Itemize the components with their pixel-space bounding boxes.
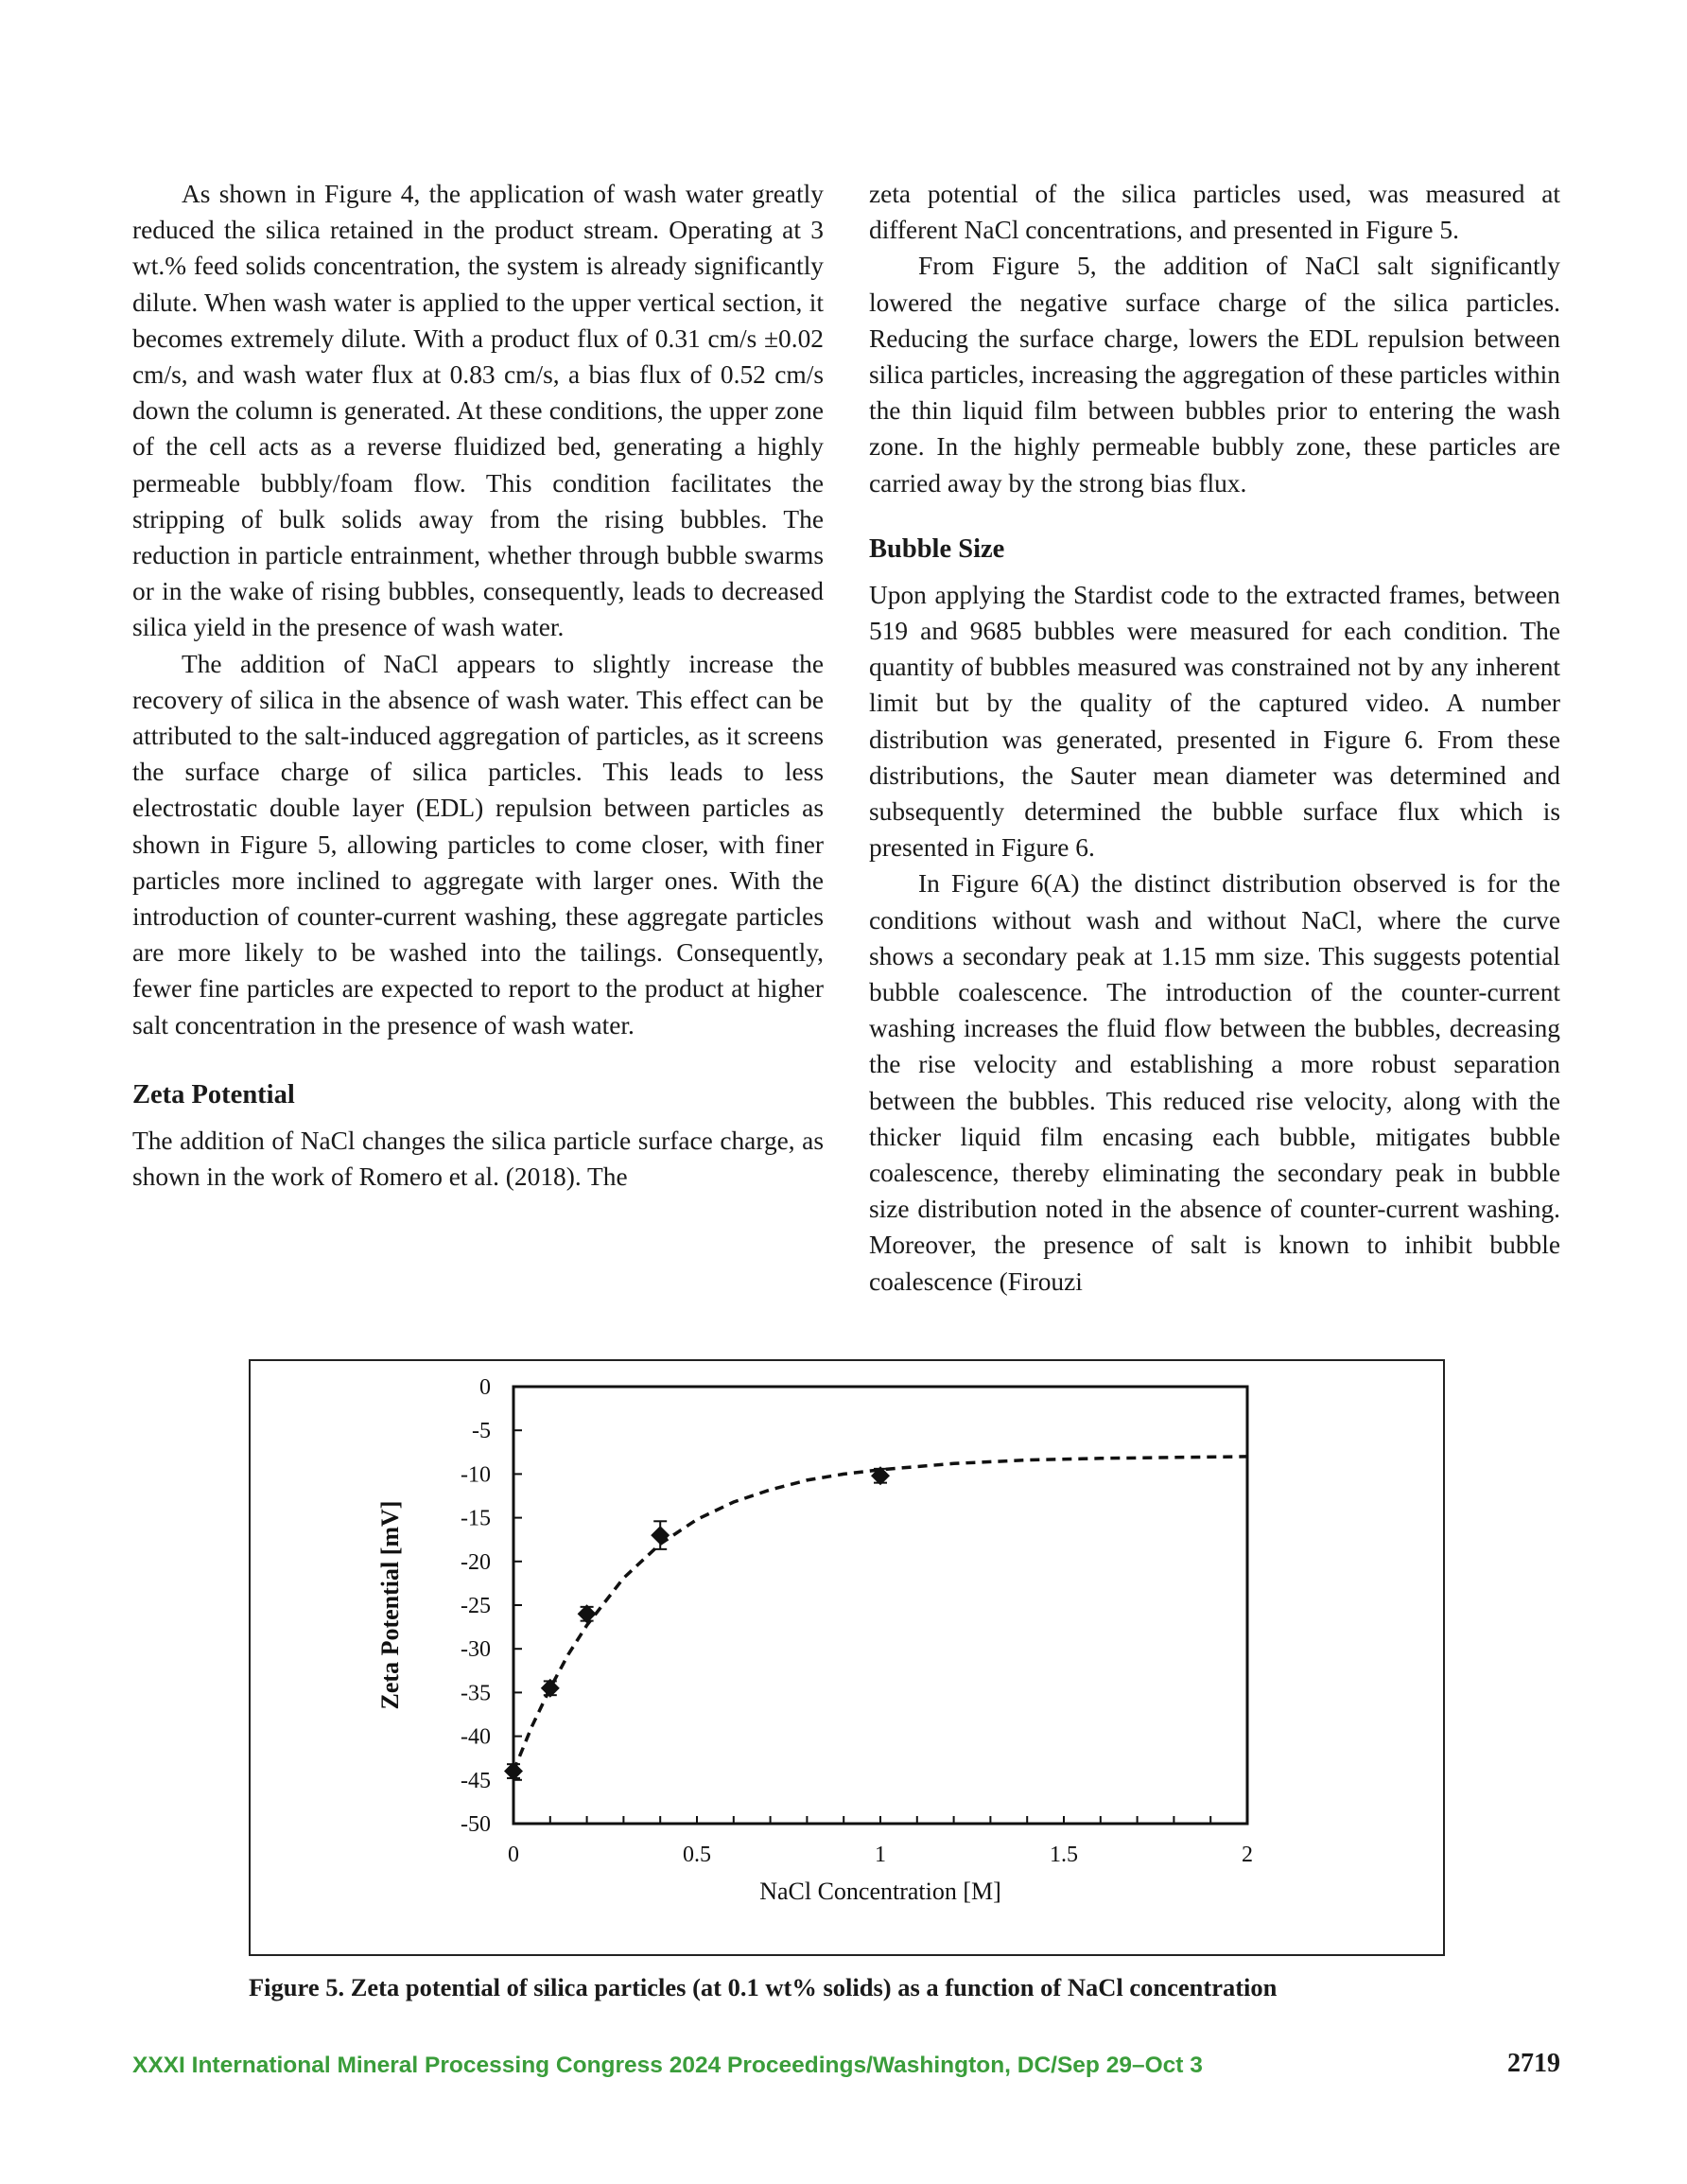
body-paragraph: In Figure 6(A) the distinct distribution observed is for the conditions without wash and without NaCl, where the curve shows a secondary peak at 1.15 mm size. This suggests potential bubble coalescence. The introduction of the counter-current washing increases the fluid flow between the bubbles, decreasing the rise velocity and establishing a more robust separation between the bubbles. This reduced rise velocity, along with the thicker liquid film encasing each bubble, mitigates bubble coalescence, thereby eliminating the secondary peak in bubble size distribution noted in the absence of counter-current washing. Moreover, the presence of salt is known to inhibit bubble coalescence (Firouzi (869, 869, 1560, 1296)
y-tick-label: -50 (461, 1812, 491, 1837)
y-tick-label: -25 (461, 1594, 491, 1618)
y-tick-label: -30 (461, 1637, 491, 1663)
y-tick-label: -5 (472, 1419, 491, 1444)
y-tick-label: -20 (461, 1549, 491, 1575)
zeta-potential-chart (251, 1361, 1443, 1954)
page-number: 2719 (1507, 2049, 1560, 2078)
body-paragraph: The addition of NaCl changes the silica particle surface charge, as shown in the work of Romero et al. (2018). The (132, 1126, 824, 1192)
x-tick-label: 0.5 (683, 1843, 711, 1867)
body-paragraph: Upon applying the Stardist code to the extracted frames, between 519 and 9685 bubbles were measured for each condition. The quantity of bubbles measured was constrained not by any inherent limit but by the quality of the captured video. A number distribution was generated, presented in Figure 6. From these distributions, the Sauter mean diameter was determined and subsequently determined the bubble surface flux which is presented in Figure 6. (869, 580, 1560, 863)
x-tick-label: 1.5 (1050, 1843, 1078, 1867)
x-tick-label: 1 (875, 1843, 886, 1867)
plot-area-border (513, 1387, 1247, 1824)
body-paragraph: From Figure 5, the addition of NaCl salt significantly lowered the negative surface charge of the silica particles. Reducing the surface charge, lowers the EDL repulsion between silica particles, increasing the aggregation of these particles within the thin liquid film between bubbles prior to entering the wash zone. In the highly permeable bubbly zone, these particles are carried away by the strong bias flux. (869, 252, 1560, 498)
y-tick-label: -15 (461, 1506, 491, 1531)
x-tick-label: 2 (1242, 1843, 1253, 1867)
y-tick-label: -35 (461, 1681, 491, 1706)
x-axis-label: NaCl Concentration [M] (759, 1878, 1001, 1905)
y-tick-label: 0 (479, 1375, 491, 1400)
data-point (651, 1526, 670, 1545)
figure-caption: Figure 5. Zeta potential of silica particles (at 0.1 wt% solids) as a function of NaCl concentration (249, 1973, 1278, 2001)
body-paragraph: As shown in Figure 4, the application of wash water greatly reduced the silica retained in the product stream. Operating at 3 wt.% feed solids concentration, the system is already significantly dilute. When wash water is applied to the upper vertical section, it becomes extremely dilute. With a product flux of 0.31 cm/s ±0.02 cm/s, and wash water flux at 0.83 cm/s, a bias flux of 0.52 cm/s down the column is generated. At these conditions, the upper zone of the cell acts as a reverse fluidized bed, generating a highly permeable bubbly/foam flow. This condition facilitates the stripping of bulk solids away from the rising bubbles. The reduction in particle entrainment, whether through bubble swarms or in the wake of rising bubbles, consequently, leads to decreased silica yield in the presence of wash water. (132, 180, 824, 642)
x-tick-label: 0 (508, 1843, 519, 1867)
section-heading-bubble-size: Bubble Size (869, 533, 1005, 564)
body-paragraph: The addition of NaCl appears to slightly increase the recovery of silica in the absence of wash water. This effect can be attributed to the salt-induced aggregation of particles, as it screens the surface charge of silica particles. This leads to less electrostatic double layer (EDL) repulsion between particles as shown in Figure 5, allowing particles to come closer, with finer particles more inclined to aggregate with larger ones. With the introduction of counter-current washing, these aggregate particles are more likely to be washed into the tailings. Consequently, fewer fine particles are expected to report to the product at higher salt concentration in the presence of wash water. (132, 649, 824, 1040)
y-axis-label: Zeta Potential [mV] (376, 1500, 404, 1710)
fit-curve (513, 1457, 1247, 1772)
section-heading-zeta-potential: Zeta Potential (132, 1079, 295, 1109)
figure-5-frame (249, 1359, 1445, 1956)
y-tick-label: -40 (461, 1724, 491, 1750)
right-column (869, 176, 1560, 1300)
y-tick-label: -45 (461, 1768, 491, 1793)
footer-proceedings: XXXI International Mineral Processing Congress 2024 Proceedings/Washington, DC/Sep 29–Oct 3 (132, 2053, 1203, 2078)
body-paragraph: zeta potential of the silica particles used, was measured at different NaCl concentrations, and presented in Figure 5. (869, 180, 1560, 245)
left-column (132, 176, 824, 1195)
y-tick-label: -10 (461, 1462, 491, 1488)
